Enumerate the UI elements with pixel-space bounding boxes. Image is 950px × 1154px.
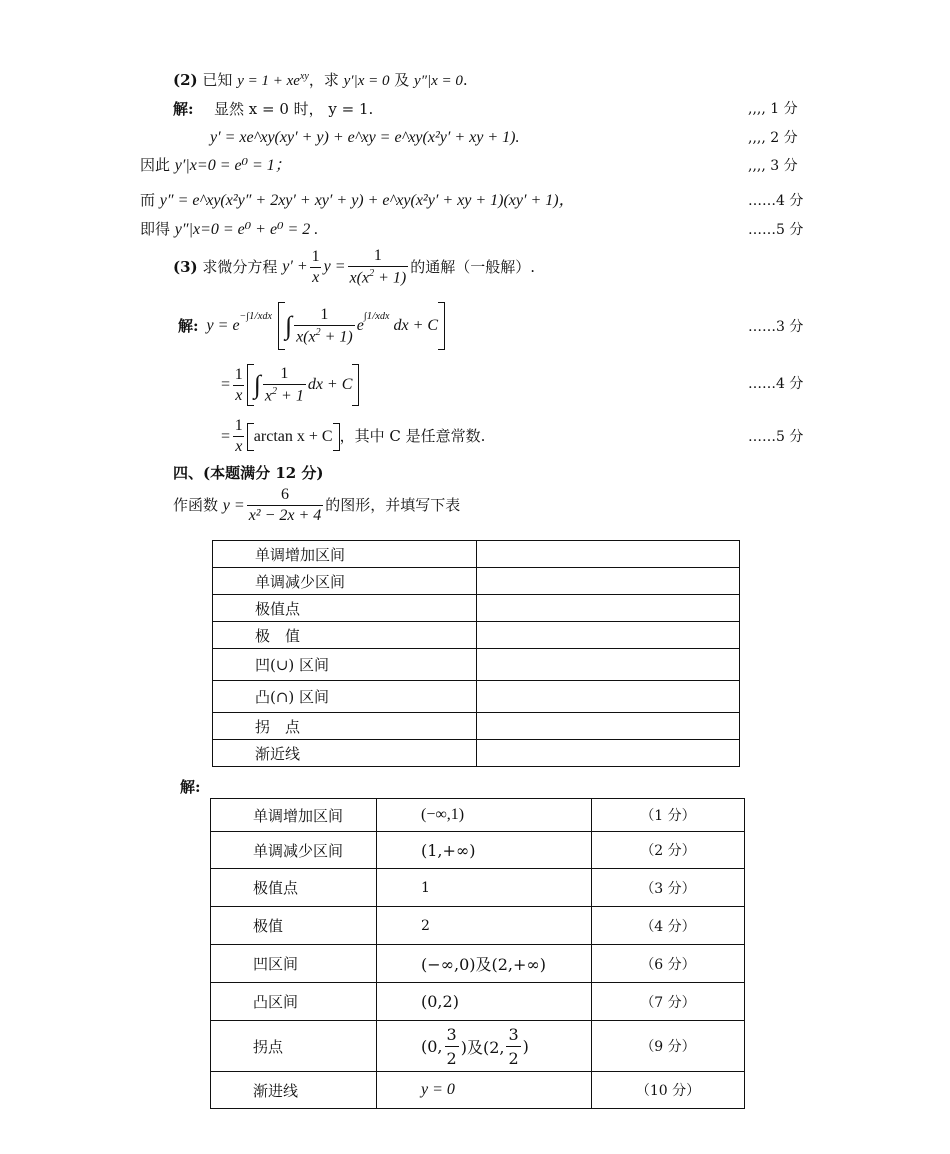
answer-value-cell: y = 0 <box>377 1072 592 1109</box>
answer-value-cell: (0,2) <box>377 983 592 1021</box>
p2-q1: y′|x = 0 <box>343 73 390 89</box>
blank-table <box>212 540 740 767</box>
section4-intro: 作函数 y = $\frac{6}{\text{x² − 2x + 4}}$ 的图形，并填写下表 <box>173 486 461 524</box>
p2-q2: y″|x = 0 <box>414 73 463 89</box>
answer-score-cell: （1 分） <box>592 799 745 832</box>
blank-row-label: 凹(∪) 区间 <box>213 649 477 681</box>
p2-step4 <box>140 193 575 209</box>
answer-value-cell: (−∞,1) <box>377 799 592 832</box>
table-row <box>211 869 745 907</box>
p2-step4-prefix: 而 <box>140 191 156 209</box>
p2-step4-math: y″ = e^xy(x²y″ + 2xy′ + xy′ + y) + e^xy(x²y′ + xy + 1)(xy′ + 1)， <box>159 192 575 209</box>
p2-step3 <box>140 158 291 174</box>
table-row <box>213 681 740 713</box>
blank-row-label: 拐 点 <box>213 713 477 740</box>
p3-score3: ……5 分 <box>748 429 804 445</box>
blank-cell <box>477 681 740 713</box>
blank-cell <box>477 541 740 568</box>
p3-intro: 求微分方程 <box>202 257 278 276</box>
p2-step5 <box>140 222 318 238</box>
p2-step3-score: ,,,, 3 分 <box>748 158 798 174</box>
p2-step4-score: ……4 分 <box>748 193 804 209</box>
p3-solution-line3: = $\frac{1}{x}$ arctan x + C ，其中 C 是任意常数. <box>220 417 486 455</box>
answer-label-cell: 极值 <box>211 907 377 945</box>
answer-score-cell: （3 分） <box>592 869 745 907</box>
blank-row-label: 单调减少区间 <box>213 568 477 595</box>
answer-score-cell: （4 分） <box>592 907 745 945</box>
table-row <box>211 907 745 945</box>
p2-step2-score: ,,,, 2 分 <box>748 130 798 146</box>
p3-score1: ……3 分 <box>748 319 804 335</box>
p3-solution-line2: = $\frac{1}{x}$ ∫ $\frac{1}{x^2 + 1}$ dx + C <box>220 364 359 406</box>
blank-row-label: 单调增加区间 <box>213 541 477 568</box>
p2-label: (2) <box>173 71 198 89</box>
p3-equation: y′ + $\frac{1}{x}$ y = $\frac{1}{x(x^2 + 1)}$ <box>282 247 407 287</box>
answer-score-cell: （6 分） <box>592 945 745 983</box>
p3-line3-tail: ，其中 C 是任意常数. <box>339 427 486 445</box>
answer-label-cell: 单调增加区间 <box>211 799 377 832</box>
table-row <box>213 568 740 595</box>
blank-row-label: 极值点 <box>213 595 477 622</box>
blank-cell <box>477 740 740 767</box>
table-row <box>213 541 740 568</box>
answer-value-cell: (1,+∞) <box>377 832 592 869</box>
p3-solution-label: 解: <box>178 316 199 335</box>
p3-label: (3) <box>173 257 198 276</box>
blank-cell <box>477 622 740 649</box>
blank-row-label: 极 值 <box>213 622 477 649</box>
p2-step3-math: y′|x=0 = e⁰ = 1； <box>174 157 291 174</box>
blank-cell <box>477 649 740 681</box>
answer-value-cell: 2 <box>377 907 592 945</box>
blank-cell <box>477 713 740 740</box>
table-row <box>211 832 745 869</box>
answer-label-cell: 渐进线 <box>211 1072 377 1109</box>
p3-score2: ……4 分 <box>748 376 804 392</box>
p2-intro: 已知 <box>202 71 233 89</box>
answer-label-cell: 极值点 <box>211 869 377 907</box>
blank-row-label: 渐近线 <box>213 740 477 767</box>
table-row <box>213 622 740 649</box>
answer-score-cell: （10 分） <box>592 1072 745 1109</box>
p2-step1: 显然 x = 0 时， y = 1. <box>214 100 374 118</box>
table-row <box>211 799 745 832</box>
section4-intro-text: 作函数 <box>173 496 219 514</box>
answer-label-cell: 拐点 <box>211 1021 377 1072</box>
blank-row-label: 凸(∩) 区间 <box>213 681 477 713</box>
section4-func-num: 6 <box>281 486 289 503</box>
answer-score-cell: （7 分） <box>592 983 745 1021</box>
p2-given: $y = 1 + xe^{xy}$ <box>237 71 309 89</box>
answer-value-cell: (−∞,0)及(2,+∞) <box>377 945 592 983</box>
p2-end: . <box>462 71 468 89</box>
p2-ask: ，求 <box>308 71 339 89</box>
answer-table <box>210 798 745 1109</box>
p2-step1-score: ,,,, 1 分 <box>748 101 798 117</box>
table-row <box>211 1072 745 1109</box>
answer-score-cell: （9 分） <box>592 1021 745 1072</box>
table-row <box>213 649 740 681</box>
p2-step5-score: ……5 分 <box>748 222 804 238</box>
answer-label-cell: 凹区间 <box>211 945 377 983</box>
table-row <box>213 595 740 622</box>
answer-label-cell: 凸区间 <box>211 983 377 1021</box>
p2-step2: y′ = xe^xy(xy′ + y) + e^xy = e^xy(x²y′ + xy + 1). <box>210 129 520 146</box>
p3-suffix: 的通解（一般解）. <box>410 257 535 276</box>
table-row <box>211 945 745 983</box>
p2-step3-prefix: 因此 <box>140 156 171 174</box>
p3-arctan: arctan x + C <box>253 427 333 445</box>
answer-value-cell: 1 <box>377 869 592 907</box>
answer-label: 解: <box>180 778 201 796</box>
table-row <box>213 713 740 740</box>
p2-step5-prefix: 即得 <box>140 220 171 238</box>
section4-title: 四、(本题满分 12 分) <box>173 464 324 482</box>
answer-label-cell: 单调减少区间 <box>211 832 377 869</box>
p3-statement <box>173 248 535 286</box>
answer-score-cell: （2 分） <box>592 832 745 869</box>
answer-value-cell: (0, $\frac{3}{2}$ )及(2, $\frac{3}{2}$ ) <box>377 1021 592 1072</box>
p2-statement <box>173 72 468 89</box>
section4-func-den: x² − 2x + 4 <box>248 507 322 524</box>
p2-solution-label: 解: <box>173 100 194 118</box>
table-row <box>213 740 740 767</box>
table-row <box>211 1021 745 1072</box>
table-row <box>211 983 745 1021</box>
p2-and: 及 <box>394 71 410 89</box>
p2-step5-math: y″|x=0 = e⁰ + e⁰ = 2 . <box>174 221 319 238</box>
section4-suffix: 的图形，并填写下表 <box>325 496 461 514</box>
p3-solution-line1: 解: y = e $^{-\int 1/x dx}$ ∫ $\frac{1}{x(x^2 + 1)}$ e $^{\int 1/x dx}$ dx + C <box>178 302 445 350</box>
blank-cell <box>477 595 740 622</box>
blank-cell <box>477 568 740 595</box>
